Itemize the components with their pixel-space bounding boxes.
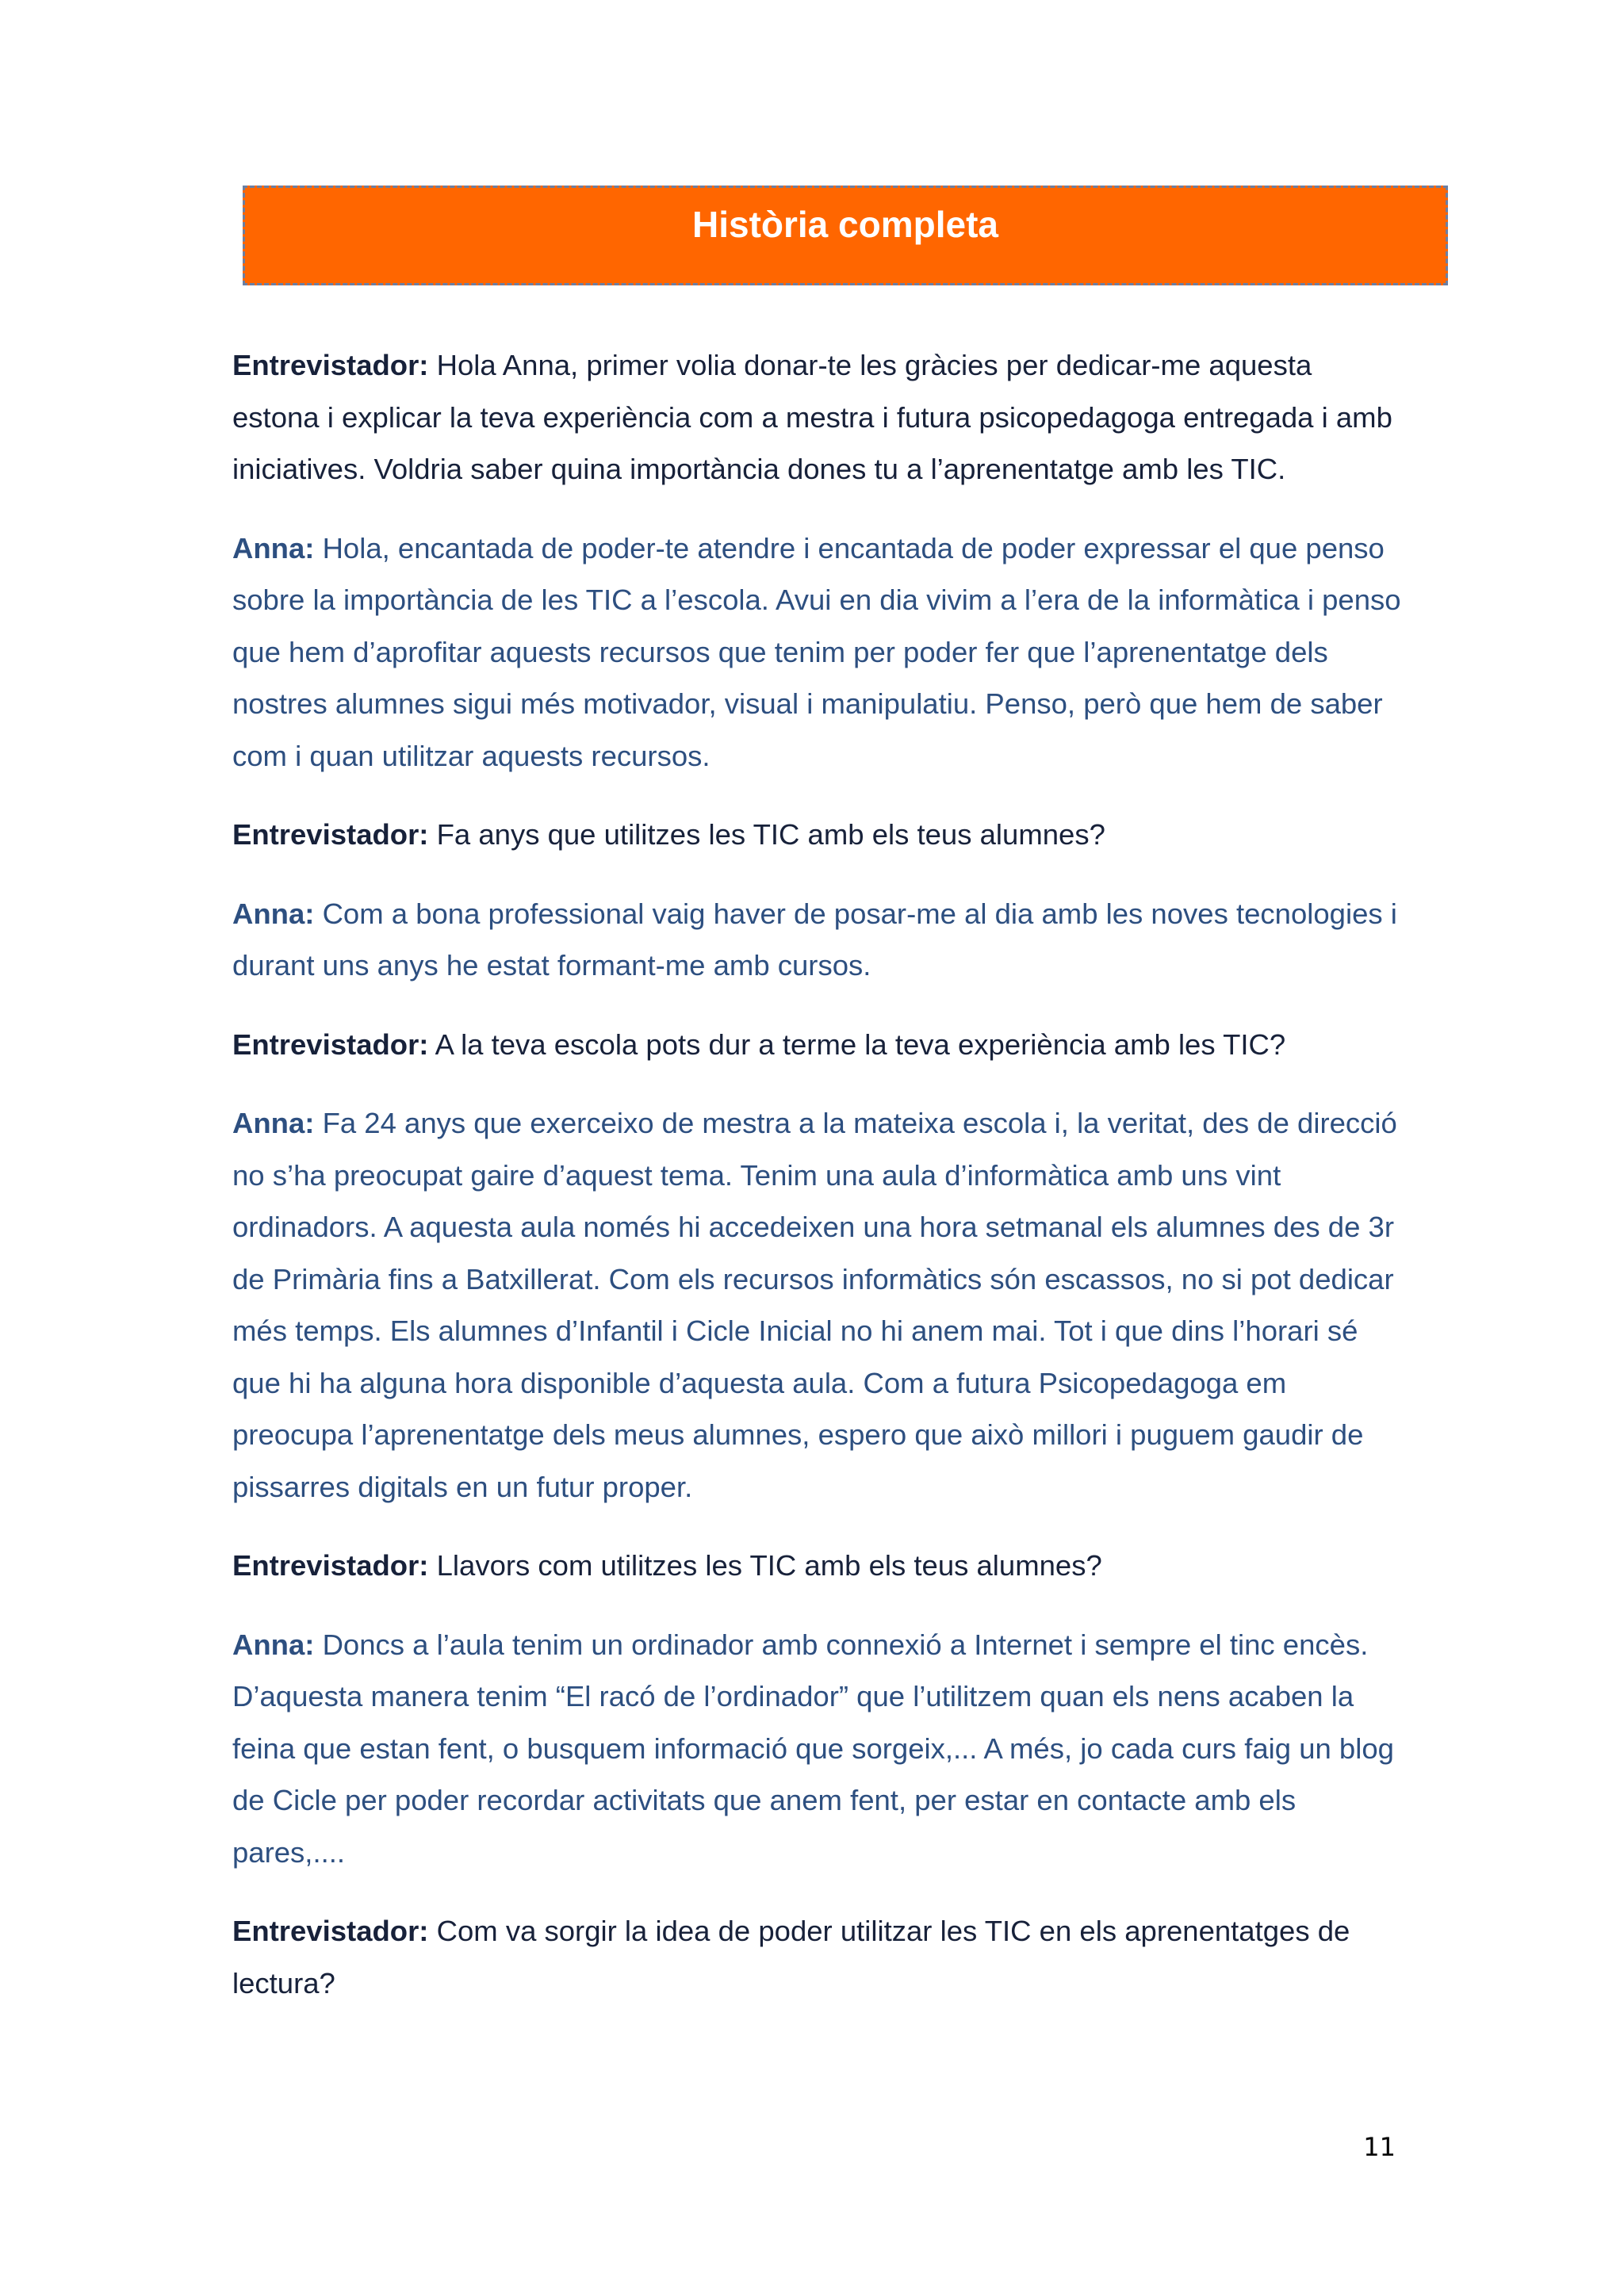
turn-text: A la teva escola pots dur a terme la teva experiència amb les TIC?	[435, 1027, 1286, 1061]
interviewer-turn	[232, 1905, 1406, 2009]
turn-text: Fa anys que utilitzes les TIC amb els teus alumnes?	[436, 818, 1105, 851]
speaker-label: Anna:	[232, 1628, 315, 1661]
anna-turn	[232, 522, 1406, 783]
turn-text: Com va sorgir la idea de poder utilitzar les TIC en els aprenentatges de lectura?	[232, 1915, 1350, 1999]
speaker-label: Entrevistador:	[232, 349, 429, 381]
interviewer-turn	[232, 1540, 1406, 1592]
interviewer-turn	[232, 1019, 1406, 1071]
speaker-label: Entrevistador:	[232, 1915, 429, 1947]
anna-turn	[232, 1097, 1406, 1513]
page-number: 11	[1363, 2132, 1396, 2162]
turn-text: Com a bona professional vaig haver de posar-me al dia amb les noves tecnologies i durant uns anys he estat formant-me amb cursos.	[232, 897, 1397, 982]
speaker-label: Anna:	[232, 1107, 315, 1139]
speaker-label: Anna:	[232, 897, 315, 930]
page-title: Història completa	[692, 204, 998, 245]
anna-turn	[232, 1619, 1406, 1879]
interview-transcript	[232, 339, 1406, 2036]
speaker-label: Anna:	[232, 531, 315, 564]
interviewer-turn	[232, 809, 1406, 861]
turn-text: Doncs a l’aula tenim un ordinador amb connexió a Internet i sempre el tinc encès. D’aquesta manera tenim “El racó de l’ordinador” que l’utilitzem quan els nens acaben la feina que estan fent, o busquem informació que sorgeix,... A més, jo cada curs faig un blog de Cicle per poder recordar activitats que anem fent, per estar en contacte amb els pares,....	[232, 1628, 1394, 1869]
turn-text: Hola Anna, primer volia donar-te les gràcies per dedicar-me aquesta estona i explicar la teva experiència com a mestra i futura psicopedagoga entregada i amb iniciatives. Voldria saber quina importància dones tu a l’aprenentatge amb les TIC.	[232, 349, 1392, 485]
turn-text: Hola, encantada de poder-te atendre i encantada de poder expressar el que penso sobre la importància de les TIC a l’escola. Avui en dia vivim a l’era de la informàtica i penso que hem d’aprofitar aquests recursos que tenim per poder fer que l’aprenentatge dels nostres alumnes sigui més motivador, visual i manipulatiu. Penso, però que hem de saber com i quan utilitzar aquests recursos.	[232, 531, 1401, 772]
speaker-label: Entrevistador:	[232, 1027, 429, 1061]
interviewer-turn	[232, 339, 1406, 496]
speaker-label: Entrevistador:	[232, 818, 429, 851]
title-banner	[243, 186, 1448, 285]
speaker-label: Entrevistador:	[232, 1549, 429, 1582]
turn-text: Fa 24 anys que exerceixo de mestra a la mateixa escola i, la veritat, des de direcció no s’ha preocupat gaire d’aquest tema. Tenim una aula d’informàtica amb uns vint ordinadors. A aquesta aula només hi accedeixen una hora setmanal els alumnes des de 3r de Primària fins a Batxillerat. Com els recursos informàtics són escassos, no si pot dedicar més temps. Els alumnes d’Infantil i Cicle Inicial no hi anem mai. Tot i que dins l’horari sé que hi ha alguna hora disponible d’aquesta aula. Com a futura Psicopedagoga em preocupa l’aprenentatge dels meus alumnes, espero que això millori i puguem gaudir de pissarres digitals en un futur proper.	[232, 1107, 1397, 1503]
anna-turn	[232, 888, 1406, 992]
turn-text: Llavors com utilitzes les TIC amb els teus alumnes?	[436, 1549, 1102, 1582]
